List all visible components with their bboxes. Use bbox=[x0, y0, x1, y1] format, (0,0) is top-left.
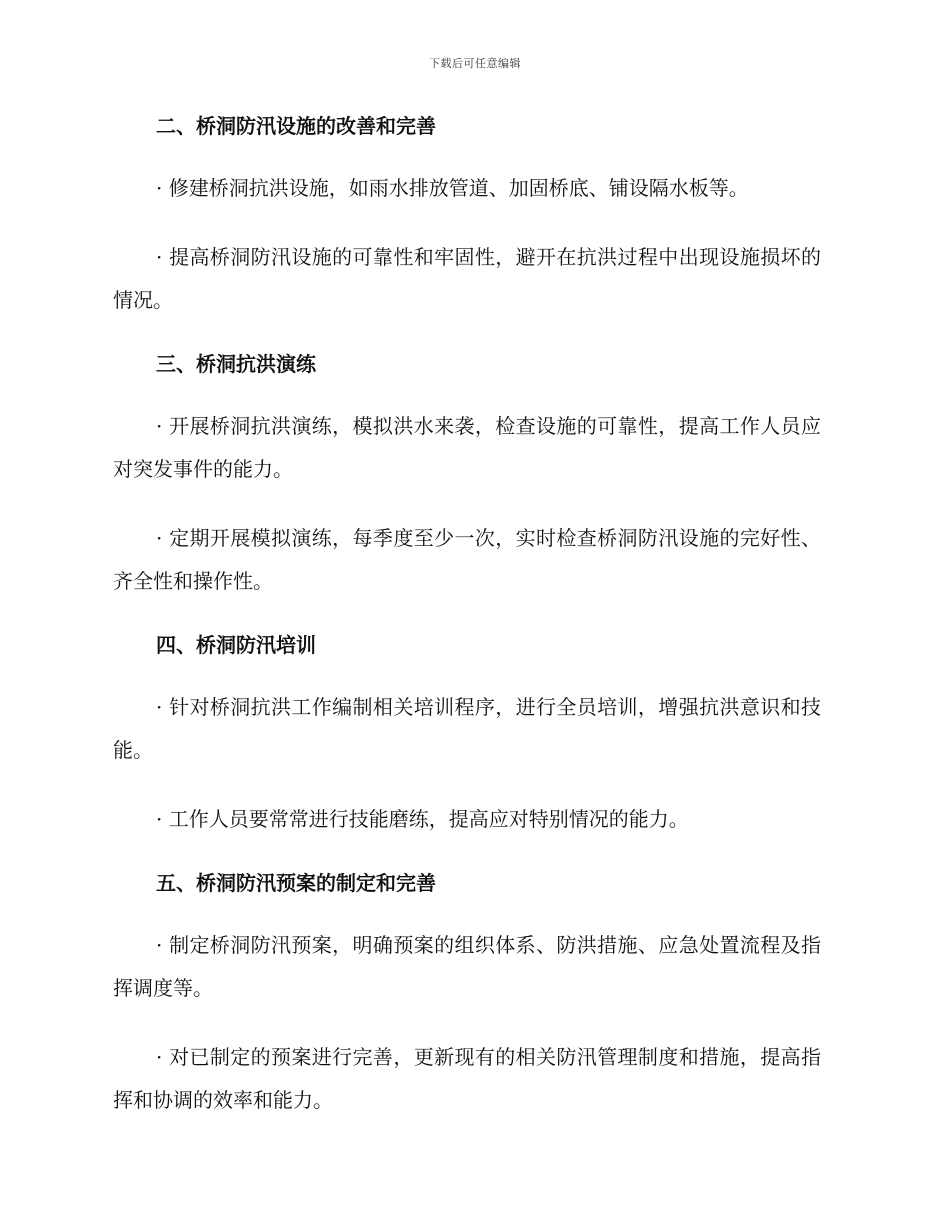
paragraph: · 开展桥洞抗洪演练，模拟洪水来袭，检查设施的可靠性，提高工作人员应对突发事件的能力。 bbox=[113, 414, 821, 481]
section-training bbox=[113, 629, 821, 841]
section-drill bbox=[113, 348, 821, 603]
document-body bbox=[113, 110, 821, 1148]
section-heading: 四、桥洞防汛培训 bbox=[156, 633, 316, 657]
paragraph: · 对已制定的预案进行完善，更新现有的相关防汛管理制度和措施，提高指挥和协调的效率和能力。 bbox=[113, 1045, 821, 1112]
paragraph: · 修建桥洞抗洪设施，如雨水排放管道、加固桥底、铺设隔水板等。 bbox=[156, 176, 749, 200]
section-heading: 二、桥洞防汛设施的改善和完善 bbox=[156, 114, 436, 138]
section-plan bbox=[113, 867, 821, 1122]
section-heading: 三、桥洞抗洪演练 bbox=[156, 352, 316, 376]
page-header: 下载后可任意编辑 bbox=[429, 57, 521, 70]
paragraph: · 制定桥洞防汛预案，明确预案的组织体系、防洪措施、应急处置流程及指挥调度等。 bbox=[113, 933, 821, 1000]
paragraph: · 提高桥洞防汛设施的可靠性和牢固性，避开在抗洪过程中出现设施损坏的情况。 bbox=[113, 245, 821, 312]
section-facilities bbox=[113, 110, 821, 322]
paragraph: · 针对桥洞抗洪工作编制相关培训程序，进行全员培训，增强抗洪意识和技能。 bbox=[113, 695, 821, 762]
section-heading: 五、桥洞防汛预案的制定和完善 bbox=[156, 871, 436, 895]
paragraph: · 工作人员要常常进行技能磨练，提高应对特别情况的能力。 bbox=[156, 807, 689, 831]
paragraph: · 定期开展模拟演练，每季度至少一次，实时检查桥洞防汛设施的完好性、齐全性和操作性。 bbox=[113, 526, 821, 593]
